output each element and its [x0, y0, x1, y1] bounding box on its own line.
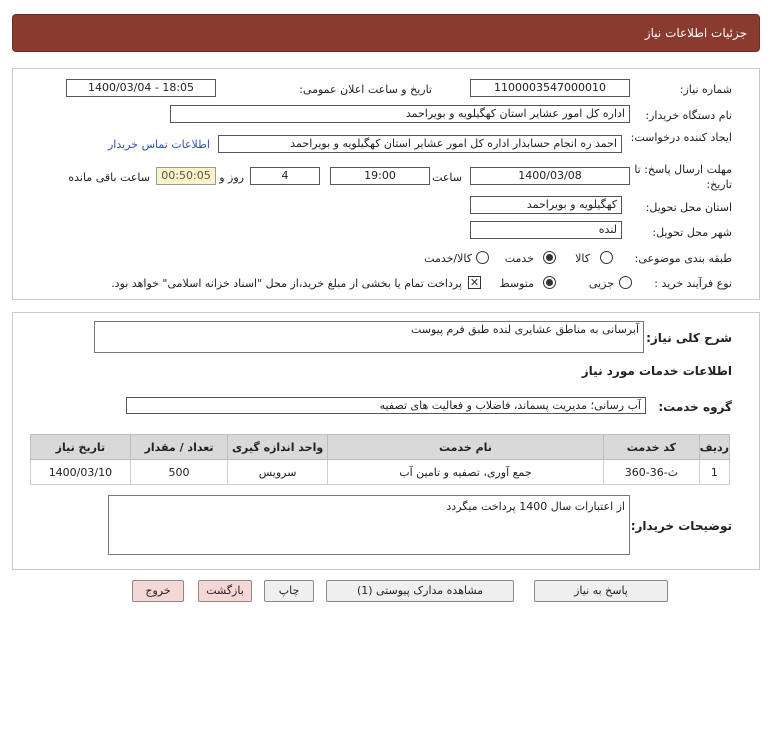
cell-index: 1	[699, 460, 729, 485]
remaining-time-label: ساعت باقی مانده	[68, 171, 150, 184]
page-header	[12, 14, 760, 52]
creator-field: احمد ره انجام حسابدار اداره کل امور عشایر استان کهگیلویه و بویراحمد	[218, 135, 622, 153]
summary-label: شرح کلی نیاز:	[646, 331, 732, 345]
treasury-payment-checkbox[interactable]: ✕	[469, 276, 480, 289]
table-header-row	[31, 435, 730, 460]
col-header-index: ردیف	[699, 435, 729, 460]
view-attachments-button[interactable]: مشاهده مدارک پیوستی (1)	[326, 580, 514, 602]
print-button[interactable]: چاپ	[264, 580, 314, 602]
service-group-field: آب رسانی؛ مدیریت پسماند، فاضلاب و فعالیت های تصفیه	[126, 397, 646, 414]
category-radio-service[interactable]	[543, 251, 556, 264]
col-header-unit: واحد اندازه گیری	[228, 435, 328, 460]
category-option-service: خدمت	[504, 252, 534, 265]
page-title: جزئیات اطلاعات نیاز	[644, 26, 747, 40]
deadline-time-field: 19:00	[330, 167, 430, 185]
need-number-field: 1100003547000010	[470, 79, 630, 97]
need-number-label: شماره نیاز:	[679, 83, 732, 96]
process-radio-minor[interactable]	[619, 276, 632, 289]
days-label: روز و	[219, 171, 244, 184]
process-radio-medium[interactable]	[543, 276, 556, 289]
buyer-notes-label: توضیحات خریدار:	[630, 519, 732, 533]
summary-field: آبرسانی به مناطق عشایری لنده طبق فرم پیوست	[94, 321, 644, 353]
exit-button[interactable]: خروج	[132, 580, 184, 602]
process-label: نوع فرآیند خرید :	[654, 277, 732, 290]
buyer-notes-field: از اعتبارات سال 1400 پرداخت میگردد	[108, 495, 630, 555]
table-row	[31, 460, 730, 485]
city-label: شهر محل تحویل:	[652, 226, 732, 239]
cell-qty: 500	[130, 460, 228, 485]
announce-date-field: 1400/03/04 - 18:05	[66, 79, 216, 97]
province-field: کهگیلویه و بویراحمد	[470, 196, 622, 214]
creator-label: ایجاد کننده درخواست:	[630, 131, 732, 144]
reply-button[interactable]: پاسخ به نیاز	[534, 580, 668, 602]
buyer-contact-link[interactable]: اطلاعات تماس خریدار	[108, 138, 210, 151]
city-field: لنده	[470, 221, 622, 239]
cell-name: جمع آوری، تصفیه و تامین آب	[327, 460, 603, 485]
remaining-time-field: 00:50:05	[156, 167, 216, 185]
cell-unit: سرویس	[228, 460, 328, 485]
col-header-code: کد خدمت	[604, 435, 700, 460]
cell-date: 1400/03/10	[31, 460, 131, 485]
col-header-qty: تعداد / مقدار	[130, 435, 228, 460]
process-option-medium: متوسط	[499, 277, 534, 290]
category-radio-goods[interactable]	[600, 251, 613, 264]
service-group-label: گروه خدمت:	[658, 400, 732, 414]
category-label: طبقه بندی موضوعی:	[634, 252, 732, 265]
buyer-name-label: نام دستگاه خریدار:	[645, 109, 732, 122]
category-option-goods-service: کالا/خدمت	[424, 252, 472, 265]
category-radio-goods-service[interactable]	[476, 251, 489, 264]
col-header-name: نام خدمت	[327, 435, 603, 460]
province-label: استان محل تحویل:	[645, 201, 732, 214]
deadline-time-label: ساعت	[432, 171, 462, 184]
services-table	[30, 434, 730, 485]
deadline-label: مهلت ارسال پاسخ: تا تاریخ:	[634, 163, 732, 191]
back-button[interactable]: بازگشت	[198, 580, 252, 602]
announce-date-label: تاریخ و ساعت اعلان عمومی:	[299, 83, 432, 96]
category-option-goods: کالا	[575, 252, 590, 265]
services-section-title: اطلاعات خدمات مورد نیاز	[581, 364, 732, 378]
col-header-date: تاریخ نیاز	[31, 435, 131, 460]
days-remaining-field: 4	[250, 167, 320, 185]
cell-code: ث-36-360	[604, 460, 700, 485]
treasury-payment-note: پرداخت تمام یا بخشی از مبلغ خرید،از محل "اسناد خزانه اسلامی" خواهد بود.	[111, 277, 462, 290]
buyer-name-field: اداره کل امور عشایر استان کهگیلویه و بویراحمد	[170, 105, 630, 123]
process-option-minor: جزیی	[588, 277, 614, 290]
deadline-date-field: 1400/03/08	[470, 167, 630, 185]
